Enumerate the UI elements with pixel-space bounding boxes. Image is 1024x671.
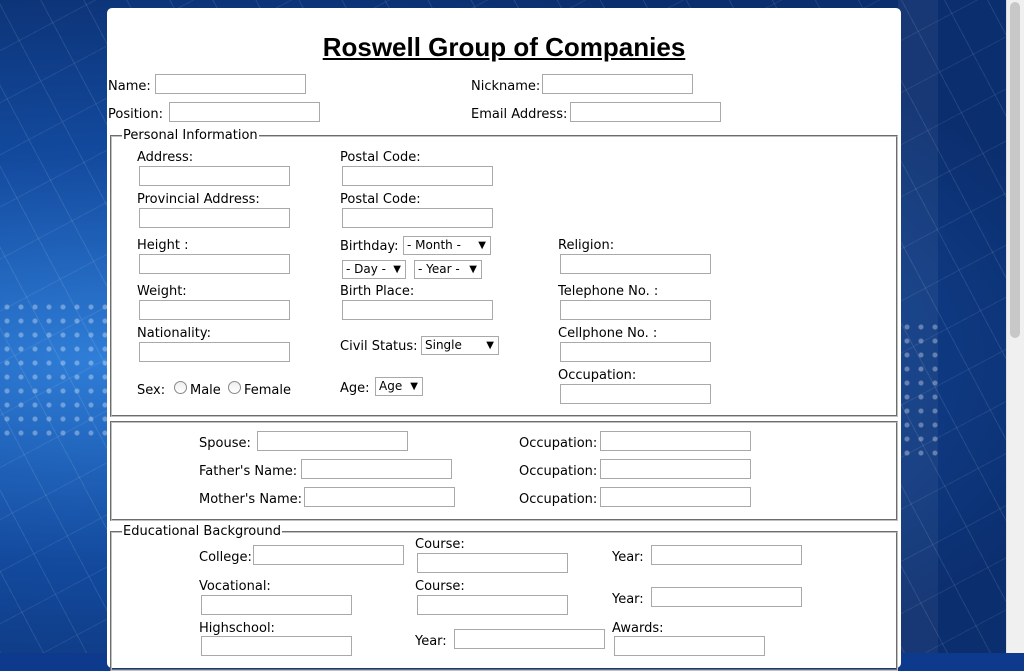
- college-label: College:: [199, 550, 252, 565]
- scrollbar-thumb[interactable]: [1010, 2, 1020, 338]
- highschool-input[interactable]: [201, 636, 352, 656]
- age-value: Age: [379, 379, 403, 393]
- address-label: Address:: [137, 150, 194, 165]
- background-pattern: [898, 0, 938, 653]
- cellphone-input[interactable]: [560, 342, 711, 362]
- provincial-address-label: Provincial Address:: [137, 192, 260, 207]
- civil-status-value: Single: [425, 338, 462, 352]
- form-panel: [107, 8, 901, 668]
- vertical-scrollbar[interactable]: [1006, 0, 1024, 653]
- age-select[interactable]: [375, 377, 423, 396]
- birth-year-value: - Year -: [418, 262, 460, 276]
- birth-month-select[interactable]: [403, 236, 491, 255]
- mother-name-input[interactable]: [304, 487, 455, 507]
- mother-occupation-input[interactable]: [600, 487, 751, 507]
- postal-code-input[interactable]: [342, 166, 493, 186]
- sex-label: Sex:: [137, 383, 166, 398]
- height-input[interactable]: [139, 254, 290, 274]
- cellphone-label: Cellphone No. :: [558, 326, 658, 341]
- weight-label: Weight:: [137, 284, 187, 299]
- sex-male-radio[interactable]: [174, 381, 187, 394]
- email-input[interactable]: [570, 102, 721, 122]
- spouse-occupation-input[interactable]: [600, 431, 751, 451]
- birth-year-select[interactable]: [414, 260, 482, 279]
- position-input[interactable]: [169, 102, 320, 122]
- page-title: Roswell Group of Companies: [322, 32, 686, 62]
- college-course-label: Course:: [415, 537, 465, 552]
- highschool-year-label: Year:: [415, 634, 447, 649]
- highschool-label: Highschool:: [199, 621, 275, 636]
- name-label: Name:: [108, 79, 151, 94]
- civil-status-label: Civil Status:: [340, 339, 418, 354]
- vocational-year-label: Year:: [612, 592, 644, 607]
- email-label: Email Address:: [471, 107, 568, 122]
- nationality-label: Nationality:: [137, 326, 212, 341]
- civil-status-select[interactable]: [421, 336, 499, 355]
- religion-label: Religion:: [558, 238, 615, 253]
- spouse-input[interactable]: [257, 431, 408, 451]
- birth-month-value: - Month -: [407, 238, 461, 252]
- vocational-input[interactable]: [201, 595, 352, 615]
- college-input[interactable]: [253, 545, 404, 565]
- occupation-label: Occupation:: [558, 368, 637, 383]
- birth-day-value: - Day -: [346, 262, 386, 276]
- address-input[interactable]: [139, 166, 290, 186]
- provincial-postal-code-label: Postal Code:: [340, 192, 421, 207]
- mother-name-label: Mother's Name:: [199, 492, 303, 507]
- sex-female-radio[interactable]: [228, 381, 241, 394]
- position-label: Position:: [108, 107, 163, 122]
- father-occupation-input[interactable]: [600, 459, 751, 479]
- height-label: Height :: [137, 238, 189, 253]
- father-name-label: Father's Name:: [199, 464, 298, 479]
- birth-place-input[interactable]: [342, 300, 493, 320]
- awards-label: Awards:: [612, 621, 664, 636]
- occupation-input[interactable]: [560, 384, 711, 404]
- sex-female-label: Female: [244, 383, 292, 398]
- birthday-label: Birthday:: [340, 239, 399, 254]
- highschool-year-input[interactable]: [454, 629, 605, 649]
- educational-background-legend: Educational Background: [123, 524, 281, 539]
- age-label: Age:: [340, 381, 370, 396]
- college-year-label: Year:: [612, 550, 644, 565]
- college-year-input[interactable]: [651, 545, 802, 565]
- provincial-postal-code-input[interactable]: [342, 208, 493, 228]
- religion-input[interactable]: [560, 254, 711, 274]
- chevron-down-icon: ▼: [410, 381, 418, 392]
- chevron-down-icon: ▼: [393, 264, 401, 275]
- provincial-address-input[interactable]: [139, 208, 290, 228]
- father-name-input[interactable]: [301, 459, 452, 479]
- name-input[interactable]: [155, 74, 306, 94]
- father-occupation-label: Occupation:: [519, 464, 598, 479]
- vocational-label: Vocational:: [199, 579, 271, 594]
- chevron-down-icon: ▼: [486, 340, 494, 351]
- mother-occupation-label: Occupation:: [519, 492, 598, 507]
- nickname-input[interactable]: [542, 74, 693, 94]
- weight-input[interactable]: [139, 300, 290, 320]
- vocational-course-input[interactable]: [417, 595, 568, 615]
- telephone-input[interactable]: [560, 300, 711, 320]
- birth-day-select[interactable]: [342, 260, 406, 279]
- personal-information-legend: Personal Information: [123, 128, 258, 143]
- nationality-input[interactable]: [139, 342, 290, 362]
- chevron-down-icon: ▼: [469, 264, 477, 275]
- chevron-down-icon: ▼: [478, 240, 486, 251]
- background-pattern: [0, 300, 110, 440]
- spouse-occupation-label: Occupation:: [519, 436, 598, 451]
- vocational-year-input[interactable]: [651, 587, 802, 607]
- college-course-input[interactable]: [417, 553, 568, 573]
- birth-place-label: Birth Place:: [340, 284, 415, 299]
- nickname-label: Nickname:: [471, 79, 541, 94]
- sex-male-label: Male: [190, 383, 221, 398]
- telephone-label: Telephone No. :: [558, 284, 659, 299]
- spouse-label: Spouse:: [199, 436, 251, 451]
- vocational-course-label: Course:: [415, 579, 465, 594]
- postal-code-label: Postal Code:: [340, 150, 421, 165]
- awards-input[interactable]: [614, 636, 765, 656]
